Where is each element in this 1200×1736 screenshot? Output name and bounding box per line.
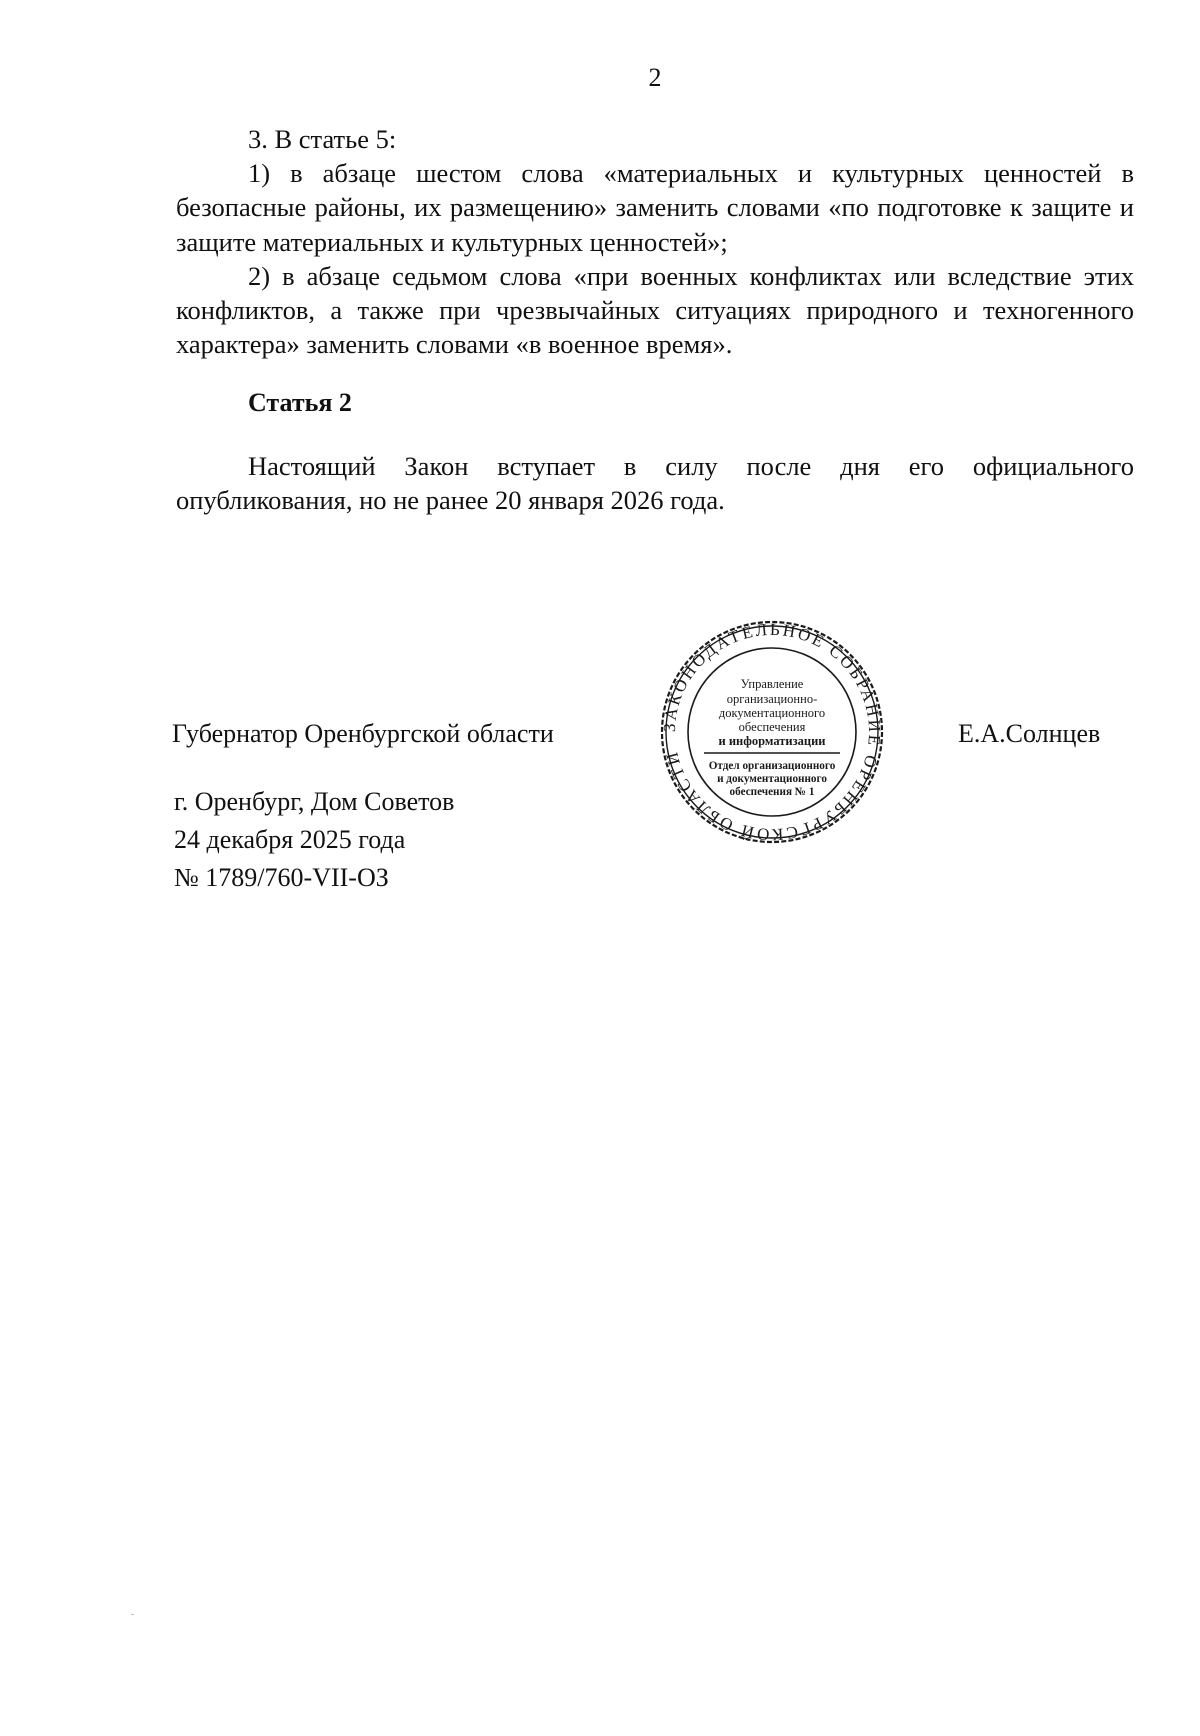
seal-inner-line: организационно- [726, 692, 818, 706]
seal-inner-line: и информатизации [718, 734, 826, 748]
amendments-block [176, 122, 1134, 361]
amendment-item-2: 2) в абзаце седьмом слова «при военных конфликтах или вследствие этих конфликтов, а также при чрезвычайных ситуациях природного и техногенного характера» заменить словами «в военное время». [176, 260, 1134, 360]
signatory-title: Губернатор Оренбургской области [172, 719, 554, 748]
issue-date: 24 декабря 2025 года [174, 825, 406, 854]
issue-place: г. Оренбург, Дом Советов [174, 787, 455, 816]
issue-details [174, 783, 454, 897]
article-text: Настоящий Закон вступает в силу после дня его официального опубликования, но не ранее 20 января 2026 года. [176, 451, 1134, 516]
seal-inner-line: документационного [718, 706, 826, 720]
page-number: 2 [648, 63, 662, 92]
issue-number: № 1789/760-VII-ОЗ [174, 863, 389, 892]
seal-dept-line: обеспечения № 1 [729, 786, 815, 798]
amendment-header: 3. В статье 5: [248, 124, 397, 154]
article-heading: Статья 2 [248, 388, 352, 417]
seal-graphic [658, 618, 886, 846]
amendment-item-1: 1) в абзаце шестом слова «материальных и культурных ценностей в безопасные районы, их размещению» заменить словами «по подготовке к защите и защите материальных и культурных ценностей»; [176, 158, 1134, 257]
seal-inner-text [719, 677, 826, 748]
article-body [176, 449, 1134, 517]
seal-dept-line: и документационного [717, 773, 827, 785]
seal-outer-text: ЗАКОНОДАТЕЛЬНОЕ СОБРАНИЕ ОРЕНБУРГСКОЙ ОБЛАСТИ [659, 619, 885, 845]
seal-dept-line: Отдел организационного [708, 760, 836, 772]
scan-speck [131, 1614, 134, 1615]
seal-inner-line: обеспечения [738, 720, 806, 734]
seal-inner-line: Управление [740, 677, 804, 691]
signatory-name: Е.А.Солнцев [958, 719, 1101, 748]
seal-dept-text [709, 760, 836, 798]
official-seal-stamp [658, 618, 886, 846]
